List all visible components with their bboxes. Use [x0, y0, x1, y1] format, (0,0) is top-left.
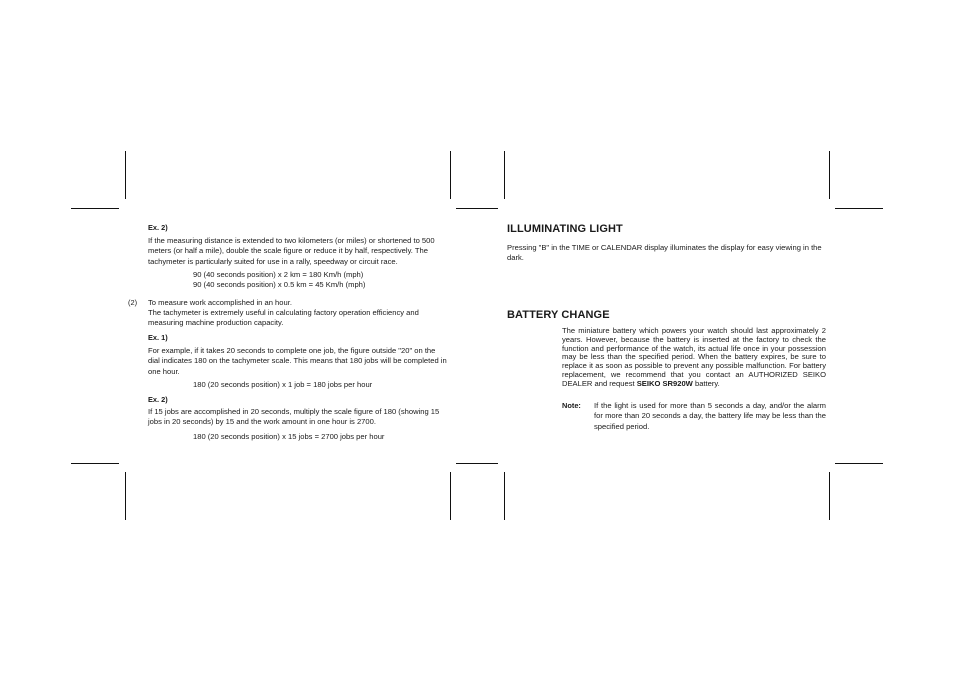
crop-mark: [456, 208, 498, 209]
battery-text: The miniature battery which powers your watch should last approximately 2 years. However, because the battery is inserted at the factory to check the function and performance of the watch, its actual life once in your possession may be less than the specified period. When the battery expires, be sure to replace it as soon as possible to prevent any possible malfunction. For battery replacement, we recommend that you contact an AUTHORIZED SEIKO DEALER and request: [562, 326, 826, 388]
crop-mark: [835, 463, 883, 464]
formula-line: 90 (40 seconds position) x 0.5 km = 45 Km/h (mph): [193, 280, 366, 289]
formula-line: 180 (20 seconds position) x 1 job = 180 jobs per hour: [193, 380, 373, 389]
crop-mark: [504, 151, 505, 199]
note-label: Note:: [562, 401, 581, 410]
section-paragraph: Pressing "B" in the TIME or CALENDAR display illuminates the display for easy viewing in the dark.: [507, 243, 822, 263]
crop-mark: [71, 208, 119, 209]
example-label: Ex. 2): [148, 395, 168, 404]
example-paragraph: If 15 jobs are accomplished in 20 seconds, multiply the scale figure of 180 (showing 15 jobs in 20 seconds) by 15 and the work amount in one hour is 2700.: [148, 407, 440, 427]
formula-line: 180 (20 seconds position) x 15 jobs = 2700 jobs per hour: [193, 432, 385, 441]
crop-mark: [835, 208, 883, 209]
crop-mark: [829, 151, 830, 199]
crop-mark: [504, 472, 505, 520]
section-heading: BATTERY CHANGE: [507, 309, 610, 321]
example-paragraph: If the measuring distance is extended to two kilometers (or miles) or shortened to 500 meters (or half a mile), double the scale figure or reduce it by half, respectively. The tachymeter is particularly suited for use in a rally, speedway or circuit race.: [148, 236, 435, 266]
note-paragraph: If the light is used for more than 5 seconds a day, and/or the alarm for more than 20 seconds a day, the battery life may be less than the specified period.: [594, 401, 826, 431]
item-paragraph: The tachymeter is extremely useful in calculating factory operation efficiency and measuring machine production capacity.: [148, 308, 419, 328]
crop-mark: [450, 472, 451, 520]
battery-model: SEIKO SR920W: [636, 378, 693, 388]
crop-mark: [829, 472, 830, 520]
item-title: To measure work accomplished in an hour.: [148, 298, 292, 307]
battery-text-end: battery.: [692, 378, 720, 388]
crop-mark: [125, 151, 126, 199]
example-label: Ex. 1): [148, 333, 168, 342]
section-heading: ILLUMINATING LIGHT: [507, 223, 623, 235]
formula-line: 90 (40 seconds position) x 2 km = 180 Km/h (mph): [193, 270, 364, 279]
battery-paragraph: [562, 327, 826, 389]
example-paragraph: For example, if it takes 20 seconds to complete one job, the figure outside "20" on the dial indicates 180 on the tachymeter scale. This means that 180 jobs will be completed in one hour.: [148, 346, 447, 376]
item-number: (2): [128, 298, 138, 307]
crop-mark: [125, 472, 126, 520]
crop-mark: [71, 463, 119, 464]
crop-mark: [456, 463, 498, 464]
crop-mark: [450, 151, 451, 199]
example-label: Ex. 2): [148, 223, 168, 232]
